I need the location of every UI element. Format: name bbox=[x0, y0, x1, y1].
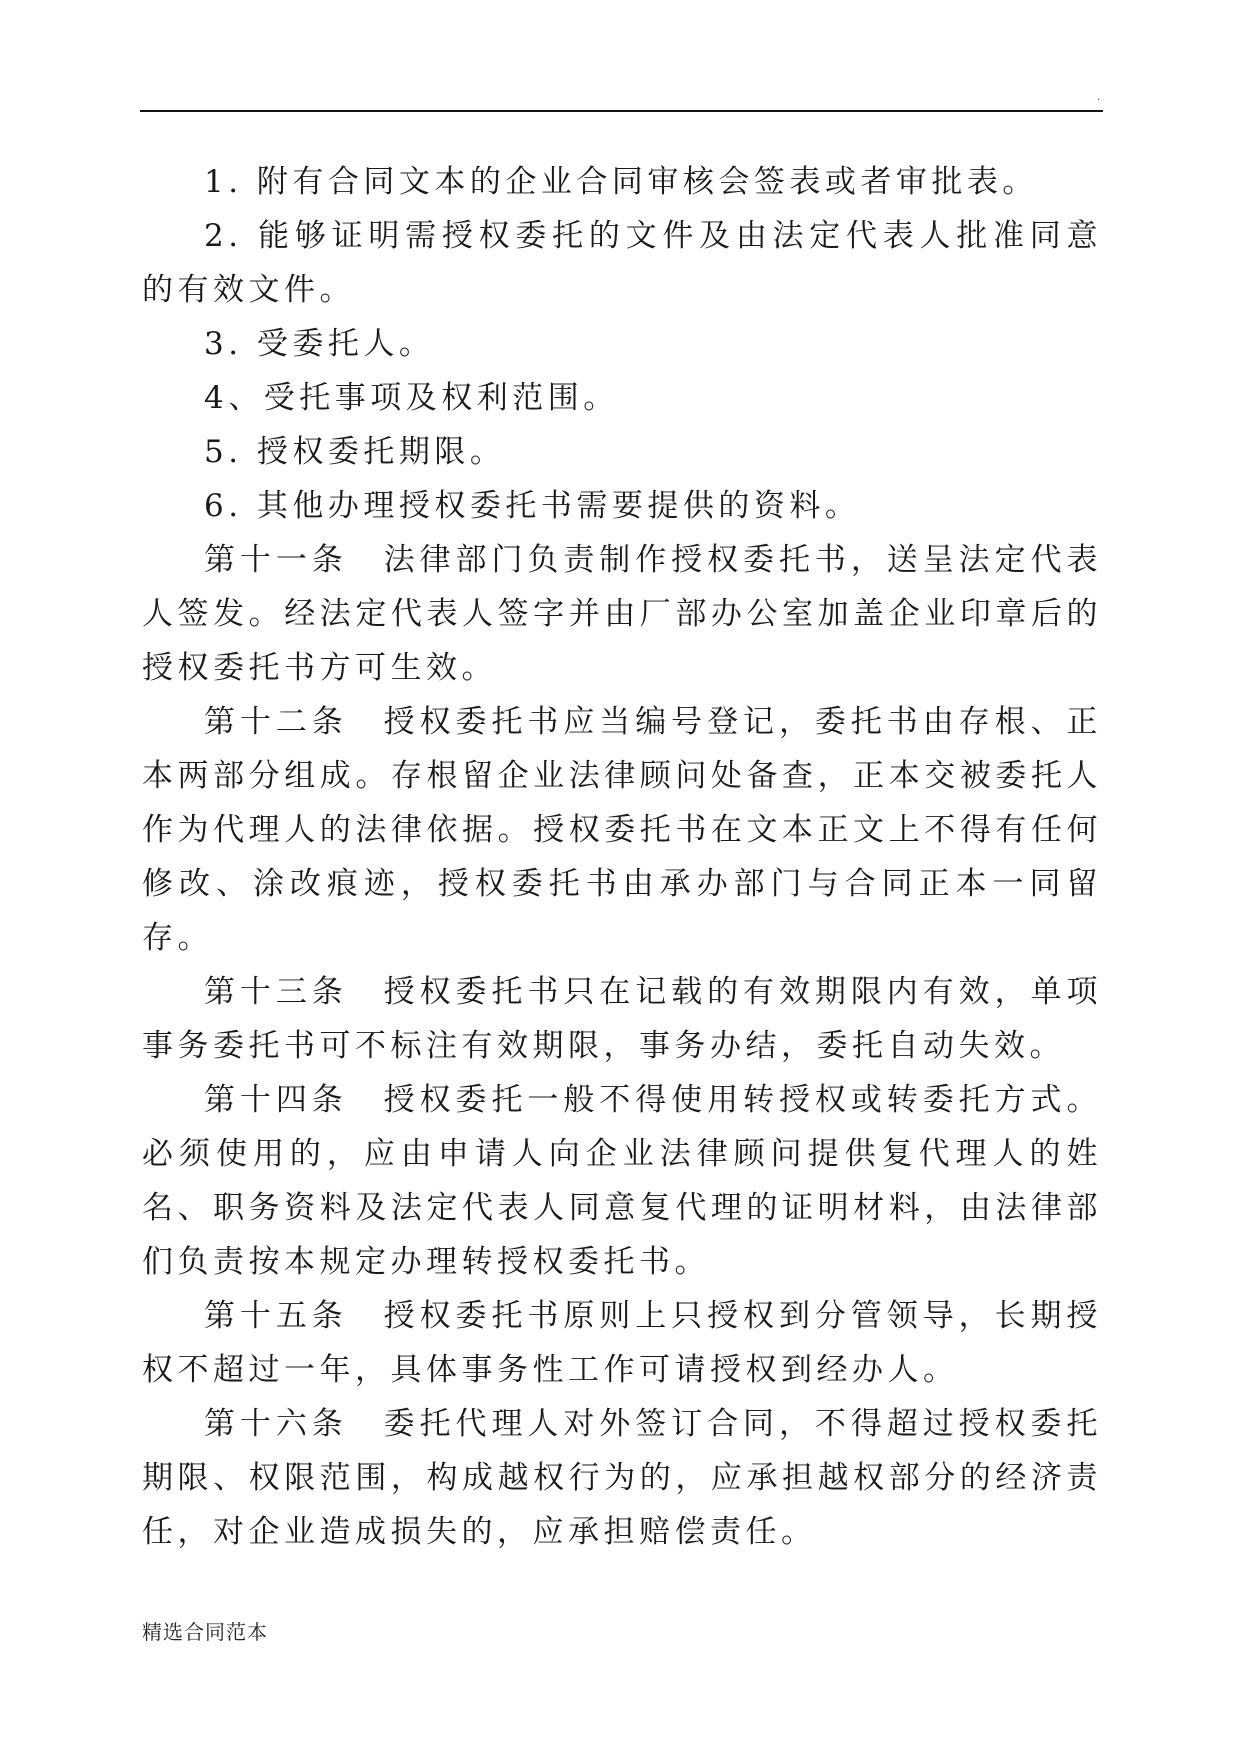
article-13: 第十三条 授权委托书只在记载的有效期限内有效，单项事务委托书可不标注有效期限，事务办结，委托自动失效。 bbox=[142, 974, 1102, 1064]
article-15: 第十五条 授权委托书原则上只授权到分管领导，长期授权不超过一年，具体事务性工作可请授权到经办人。 bbox=[142, 1298, 1102, 1388]
list-item-2: 2. 能够证明需授权委托的文件及由法定代表人批准同意的有效文件。 bbox=[142, 218, 1102, 308]
footer-text: 精选合同范本 bbox=[142, 1620, 268, 1644]
article-14: 第十四条 授权委托一般不得使用转授权或转委托方式。必须使用的，应由申请人向企业法律顾问提供复代理人的姓名、职务资料及法定代表人同意复代理的证明材料，由法律部们负责按本规定办理转授权委托书。 bbox=[142, 1082, 1102, 1280]
article-16: 第十六条 委托代理人对外签订合同，不得超过授权委托期限、权限范围，构成越权行为的，应承担越权部分的经济责任，对企业造成损失的，应承担赔偿责任。 bbox=[142, 1406, 1102, 1550]
article-12: 第十二条 授权委托书应当编号登记，委托书由存根、正本两部分组成。存根留企业法律顾问处备查，正本交被委托人作为代理人的法律依据。授权委托书在文本正文上不得有任何修改、涂改痕迹，授权委托书由承办部门与合同正本一同留存。 bbox=[142, 704, 1102, 956]
document-body bbox=[142, 155, 1102, 1559]
list-item-6: 6. 其他办理授权委托书需要提供的资料。 bbox=[204, 488, 861, 524]
header-rule bbox=[140, 110, 1103, 112]
article-11: 第十一条 法律部门负责制作授权委托书，送呈法定代表人签发。经法定代表人签字并由厂部办公室加盖企业印章后的授权委托书方可生效。 bbox=[142, 542, 1102, 686]
list-item-5: 5. 授权委托期限。 bbox=[204, 434, 506, 470]
header-mark: . bbox=[1097, 92, 1101, 103]
list-item-1: 1. 附有合同文本的企业合同审核会签表或者审批表。 bbox=[204, 164, 1038, 200]
list-item-3: 3. 受委托人。 bbox=[204, 326, 435, 362]
list-item-4: 4、受托事项及权利范围。 bbox=[204, 380, 619, 416]
